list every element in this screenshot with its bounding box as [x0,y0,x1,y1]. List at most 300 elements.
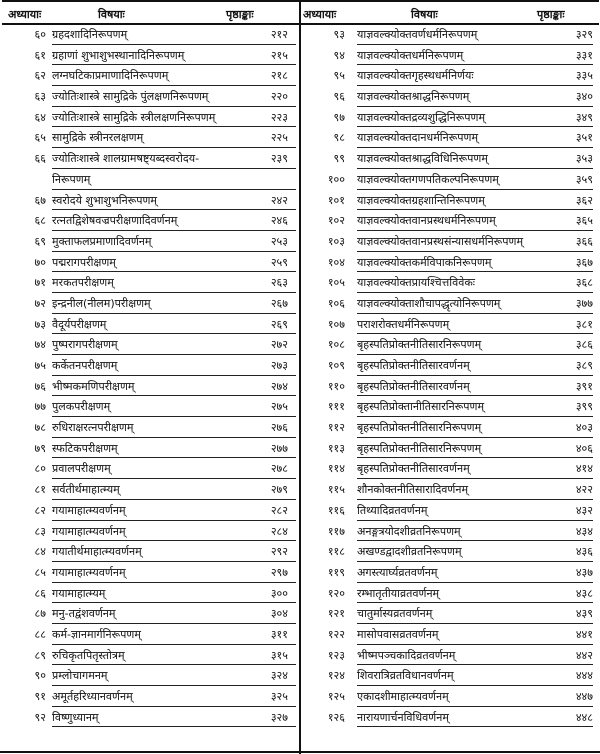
toc-entry [2,584,300,605]
toc-entry [2,542,300,563]
chapter-number: १०६ [327,296,345,310]
toc-entry [301,542,599,563]
page-number: ३११ [270,627,288,641]
row-rule [357,457,593,458]
toc-entry [301,584,599,605]
chapter-title: याज्ञवल्क्योक्तश्राद्धनिरूपणम् [357,90,470,104]
toc-entry [301,522,599,543]
page-number: ४३४ [575,524,593,538]
row-rule [357,664,593,665]
toc-entry [301,191,599,212]
row-rule [357,561,593,562]
row-rule [357,478,593,479]
page-number: ४३६ [575,545,593,559]
chapter-title: याज्ञवल्क्योक्तग्रहशान्तिनिरूपणम् [357,193,485,207]
row-rule [357,313,593,314]
chapter-title: याज्ञवल्क्योक्तप्रायश्चित्तविवेकः [357,276,475,290]
chapter-title: गयामाहात्म्यवर्णनम् [52,565,126,579]
page-number: २७७ [270,441,288,455]
header-page: पृष्ठाङ्काः [226,8,254,21]
toc-left-column [2,0,300,754]
table-header [301,0,599,25]
row-rule [357,271,593,272]
toc-entry [2,397,300,418]
page-number: २१५ [270,48,288,62]
toc-entry [301,170,599,191]
toc-entry [301,563,599,584]
chapter-title: रुधिराक्षरत्नपरीक्षणम् [52,421,134,435]
toc-entry [301,25,599,46]
page-number: २१२ [270,28,288,41]
toc-entry [301,439,599,460]
chapter-number: ११६ [327,503,345,517]
chapter-title: बृहस्पतिप्रोक्तानीतिसारनिरूपणम् [357,400,485,414]
chapter-title: तिथ्यादिव्रतवर्णनम् [357,503,428,517]
chapter-title: याज्ञवल्क्योक्तदानधर्मनिरूपणम् [357,131,479,145]
chapter-number: ११८ [327,545,345,559]
chapter-number: ८८ [34,627,46,641]
toc-entry [301,646,599,667]
row-rule [52,64,296,65]
toc-entry [301,356,599,377]
chapter-title: निरूपणम् [52,172,91,186]
chapter-title: गयातीर्थमाहात्म्यवर्णनम् [52,545,142,559]
chapter-title: पुलकपरीक्षणम् [52,400,111,414]
chapter-title: एकादशीमाहात्म्यवर्णनम् [357,690,449,703]
chapter-title: याज्ञवल्क्योक्तकर्मविपाकनिरूपणम् [357,255,492,269]
toc-entry [301,335,599,356]
chapter-title: ग्रहदशादिनिरूपणम् [52,28,128,41]
chapter-number: ९४ [333,48,345,62]
page-number: ३६२ [575,193,593,207]
chapter-title: गयामाहात्म्यवर्णनम् [52,524,126,538]
page-number: ३३१ [575,48,593,62]
page-number: २२५ [270,131,288,145]
chapter-number: ८५ [34,565,46,579]
page-number: २९२ [270,545,288,559]
chapter-number: १२६ [327,710,345,724]
row-rule [357,292,593,293]
chapter-number: ८७ [34,607,46,621]
row-rule [52,230,296,231]
page-number: ३५९ [575,172,593,186]
chapter-number: १०८ [327,338,345,352]
toc-entry [301,232,599,253]
chapter-title: याज्ञवल्क्योक्ताशौचापद्धृत्योनिरूपणम् [357,296,501,310]
toc-entry [2,273,300,294]
row-rule [357,582,593,583]
chapter-number: ६८ [34,214,46,228]
chapter-title: याज्ञवल्क्योक्तवानप्रस्थधर्मनिरूपणम् [357,214,496,228]
chapter-number: ११० [327,379,345,393]
chapter-number: १२४ [327,669,345,683]
page-number: २७४ [270,379,288,393]
chapter-number: १०१ [327,193,345,207]
page-number: ३८१ [575,317,593,331]
chapter-number: १०४ [327,255,345,269]
bottom-rule [0,751,600,753]
page-number: ३२७ [270,710,288,724]
chapter-number: ८९ [34,648,46,662]
chapter-title: सर्वतीर्थमाहात्म्यम् [52,483,120,497]
chapter-number: १११ [327,400,345,414]
toc-entry [301,480,599,501]
row-rule [52,313,296,314]
toc-entry [2,25,300,46]
chapter-title: बृहस्पतिप्रोक्तनीतिसारनिरूपणम् [357,441,482,455]
page-number: ३६७ [575,255,593,269]
toc-entry [2,149,300,170]
toc-entry [2,191,300,212]
chapter-title: वैदूर्यपरीक्षणम् [52,317,107,331]
row-rule [52,437,296,438]
chapter-title: याज्ञवल्क्योक्तद्रव्यशुद्धिनिरूपणम् [357,110,486,124]
chapter-title: भीष्मपञ्चकादिव्रतवर्णनम् [357,648,456,662]
chapter-title: याज्ञवल्क्योक्तगणपतिकल्पनिरूपणम् [357,172,499,186]
row-rule [357,685,593,686]
chapter-number: ७२ [34,296,46,310]
page-number: ३६६ [575,234,593,248]
toc-entry [2,604,300,625]
chapter-number: १२१ [327,607,345,621]
chapter-number: ११९ [327,565,345,579]
chapter-title: गयामाहात्म्यम् [52,586,106,600]
chapter-title: मरकतपरीक्षणम् [52,276,114,290]
row-rule [357,437,593,438]
page-number: २३९ [270,152,288,166]
chapter-title: कर्केतनपरीक्षणम् [52,359,118,372]
page-number: २६९ [270,317,288,331]
page-number: ४४१ [575,627,593,641]
chapter-title: बृहस्पतिप्रोक्तनीतिसारवर्णनम् [357,359,470,372]
row-rule [357,520,593,521]
toc-entry [2,211,300,232]
chapter-title: पराशरोक्तधर्मनिरूपणम् [357,317,450,331]
table-header [2,0,300,25]
chapter-title: रुचिकृतपितृस्तोत्रम् [52,648,125,662]
toc-entry [301,604,599,625]
row-rule [357,395,593,396]
page-number: ३५३ [575,152,593,166]
toc-entry [2,87,300,108]
row-rule [52,395,296,396]
chapter-number: ८४ [34,545,46,559]
chapter-title: ज्योतिःशास्त्रे सामुद्रिके स्त्रीलक्षणनिरूपणम् [52,110,216,124]
toc-entry [2,625,300,646]
page-number: ४३८ [575,586,593,600]
toc-entry [2,66,300,87]
chapter-number: ११४ [327,462,345,476]
toc-entry [301,708,599,729]
row-rule [357,147,593,148]
page-number: ४४२ [575,648,593,662]
row-rule [357,644,593,645]
page-number: ३८६ [575,338,593,352]
page-number: २८४ [270,524,288,538]
row-rule [52,561,296,562]
chapter-title: स्वरोदये शुभाशुभनिरूपणम् [52,193,158,207]
toc-entry [301,108,599,129]
chapter-number: ९६ [333,90,345,104]
chapter-title: अखण्डद्वादशीव्रतनिरूपणम् [357,545,462,559]
chapter-number: ११२ [327,421,345,435]
page-number: ३६५ [575,214,593,228]
row-rule [357,623,593,624]
header-page: पृष्ठाङ्काः [537,8,565,21]
toc-entry [301,625,599,646]
header-chapter: अध्यायाः [303,8,337,21]
row-rule [52,168,296,169]
page-number: २४२ [270,193,288,207]
toc-entry [2,563,300,584]
page-number: २१८ [270,69,288,83]
page-number: २२० [270,90,288,104]
chapter-title: भीष्मकमणिपरीक्षणम् [52,379,135,393]
toc-entry [2,253,300,274]
toc-entry [301,418,599,439]
chapter-title: लग्नघटिकाप्रमाणादिनिरूपणम् [52,69,169,83]
chapter-title: बृहस्पतिप्रोक्तनीतिसारवर्णनम् [357,462,470,476]
page-number: ३५१ [575,131,593,145]
chapter-number: ६३ [34,90,46,104]
toc-entry [301,687,599,708]
toc-entry [2,666,300,687]
row-rule [52,126,296,127]
header-chapter: अध्यायाः [8,8,42,21]
toc-entry [2,687,300,708]
chapter-number: १२० [327,586,345,600]
page-number: २२३ [270,110,288,124]
row-rule [357,209,593,210]
chapter-number: १२३ [327,648,345,662]
chapter-title: इन्द्रनील(नीलम)परीक्षणम् [52,296,151,310]
chapter-number: ७३ [34,317,46,331]
toc-entry [301,66,599,87]
chapter-title: अगस्त्यार्घ्यव्रतवर्णनम् [357,565,438,579]
row-rule [52,499,296,500]
row-rule [357,44,593,45]
chapter-number: ७१ [34,276,46,290]
chapter-title: याज्ञवल्क्योक्तवर्णधर्मनिरूपणम् [357,28,478,41]
row-rule [357,375,593,376]
chapter-title: प्रम्लोचागमनम् [52,669,108,683]
row-rule [52,416,296,417]
page-number: ४३७ [575,565,593,579]
row-rule [52,251,296,252]
toc-entry [2,439,300,460]
chapter-number: ९८ [333,131,345,145]
row-rule [357,168,593,169]
page-number: २९७ [270,565,288,579]
row-rule [52,602,296,603]
chapter-number: ८० [34,462,46,476]
toc-entry [2,170,300,191]
chapter-number: ८१ [34,483,46,497]
chapter-number: ६६ [34,152,46,166]
chapter-title: याज्ञवल्क्योक्तश्राद्धविधिनिरूपणम् [357,152,488,166]
chapter-title: अनङ्गत्रयोदशीव्रतनिरूपणम् [357,524,461,538]
row-rule [52,147,296,148]
page-number: ३३५ [575,69,593,83]
chapter-number: ६५ [34,131,46,145]
chapter-number: ७५ [34,359,46,372]
page-number: ३२४ [270,669,288,683]
page-number: ३१५ [270,648,288,662]
chapter-title: याज्ञवल्क्योक्तवानप्रस्थसंन्यासधर्मनिरूपणम् [357,234,524,248]
row-rule [52,540,296,541]
page-number: ३४० [575,90,593,104]
row-rule [52,726,296,727]
row-rule [357,333,593,334]
page-number: ४०३ [575,421,593,435]
row-rule [52,44,296,45]
page-number: ४४४ [575,669,593,683]
chapter-number: ६० [34,28,46,41]
chapter-title: ग्रहाणां शुभाशुभस्थानादिनिरूपणम् [52,48,185,62]
toc-entry [301,211,599,232]
chapter-title: याज्ञवल्क्योक्तधर्मनिरूपणम् [357,48,464,62]
row-rule [357,64,593,65]
header-subject: विषयाः [98,8,125,21]
chapter-number: ७९ [34,441,46,455]
toc-rows-left [2,25,300,728]
chapter-number: १०५ [327,276,345,290]
chapter-number: ६१ [34,48,46,62]
page-number: ३६८ [575,276,593,290]
chapter-title: याज्ञवल्क्योक्तगृहस्थधर्मनिर्णयः [357,69,474,83]
chapter-number: ९५ [333,69,345,83]
chapter-number: ९० [34,669,46,683]
toc-entry [301,128,599,149]
chapter-number: १०७ [327,317,345,331]
chapter-number: ९९ [333,152,345,166]
row-rule [357,189,593,190]
row-rule [357,499,593,500]
chapter-title: मासोपवासव्रतवर्णनम् [357,627,439,641]
row-rule [357,726,593,727]
page-number: २६७ [270,296,288,310]
chapter-title: बृहस्पतिप्रोक्तनीतिसारवर्णनम् [357,379,470,393]
toc-entry [301,87,599,108]
chapter-title: रम्भातृतीयाव्रतवर्णनम् [357,586,440,600]
toc-right-column [301,0,599,754]
page-number: ३२५ [270,690,288,703]
chapter-number: ९७ [333,110,345,124]
toc-entry [2,480,300,501]
toc-entry [2,108,300,129]
chapter-number: ६९ [34,234,46,248]
toc-entry [2,294,300,315]
chapter-number: १२५ [327,690,345,703]
chapter-number: ७८ [34,421,46,435]
chapter-number: ८२ [34,503,46,517]
row-rule [357,706,593,707]
chapter-title: पुष्परागपरीक्षणम् [52,338,118,352]
page-number: २४६ [270,214,288,228]
chapter-number: ७४ [34,338,46,352]
page-number: ३०० [270,586,288,600]
page-number: ३४९ [575,110,593,124]
toc-entry [2,501,300,522]
toc-entry [2,708,300,729]
row-rule [52,85,296,86]
page-number: २७८ [270,462,288,476]
chapter-title: बृहस्पतिप्रोक्तनीतिसारनिरूपणम् [357,421,482,435]
chapter-title: ज्योतिःशास्त्रे सामुद्रिके पुंलक्षणनिरूपणम् [52,90,209,104]
row-rule [357,602,593,603]
page-number: ४४७ [575,690,593,703]
toc-entry [301,149,599,170]
row-rule [52,706,296,707]
row-rule [52,292,296,293]
chapter-title: प्रवालपरीक्षणम् [52,462,111,476]
toc-entry [2,335,300,356]
header-subject: विषयाः [411,8,438,21]
page-number: २७९ [270,483,288,497]
page-number: ४४८ [575,710,593,724]
chapter-number: ११७ [327,524,345,538]
chapter-title: सामुद्रिके स्त्रीनरलक्षणम् [52,131,144,145]
page-number: ३०४ [270,607,288,621]
toc-entry [301,377,599,398]
chapter-title: शिवरात्रिव्रतविधानवर्णनम् [357,669,454,683]
row-rule [52,644,296,645]
chapter-number: ९१ [34,690,46,703]
chapter-title: विष्णुध्यानम् [52,710,99,724]
page-number: २६३ [270,276,288,290]
toc-entry [301,397,599,418]
chapter-number: ६२ [34,69,46,83]
row-rule [52,189,296,190]
chapter-title: रत्नतद्विशेषवज्रपरीक्षणादिवर्णनम् [52,214,178,228]
page-number: २७२ [270,338,288,352]
chapter-title: पद्मरागपरीक्षणम् [52,255,116,269]
chapter-title: ज्योतिःशास्त्रे शालग्रामषष्ट्यब्दस्वरोदय- [52,152,200,166]
row-rule [52,520,296,521]
chapter-title: अमूर्तहरिध्यानवर्णनम् [52,690,133,703]
toc-entry [2,646,300,667]
toc-entry [2,522,300,543]
chapter-number: १२२ [327,627,345,641]
row-rule [52,623,296,624]
chapter-number: ७६ [34,379,46,393]
chapter-title: गयामाहात्म्यवर्णनम् [52,503,126,517]
toc-entry [2,377,300,398]
row-rule [52,685,296,686]
chapter-number: ८३ [34,524,46,538]
chapter-number: ९३ [333,28,345,41]
row-rule [357,85,593,86]
row-rule [357,126,593,127]
toc-entry [301,666,599,687]
chapter-number: ७० [34,255,46,269]
row-rule [357,416,593,417]
chapter-number: ६७ [34,193,46,207]
toc-entry [2,315,300,336]
toc-entry [2,418,300,439]
page-number: २५३ [270,234,288,248]
page-number: ४०६ [575,441,593,455]
toc-entry [301,46,599,67]
chapter-number: ११५ [327,483,345,497]
chapter-number: १०० [327,172,345,186]
row-rule [52,582,296,583]
toc-entry [2,46,300,67]
row-rule [357,540,593,541]
toc-entry [2,128,300,149]
toc-rows-right [301,25,599,728]
row-rule [52,375,296,376]
